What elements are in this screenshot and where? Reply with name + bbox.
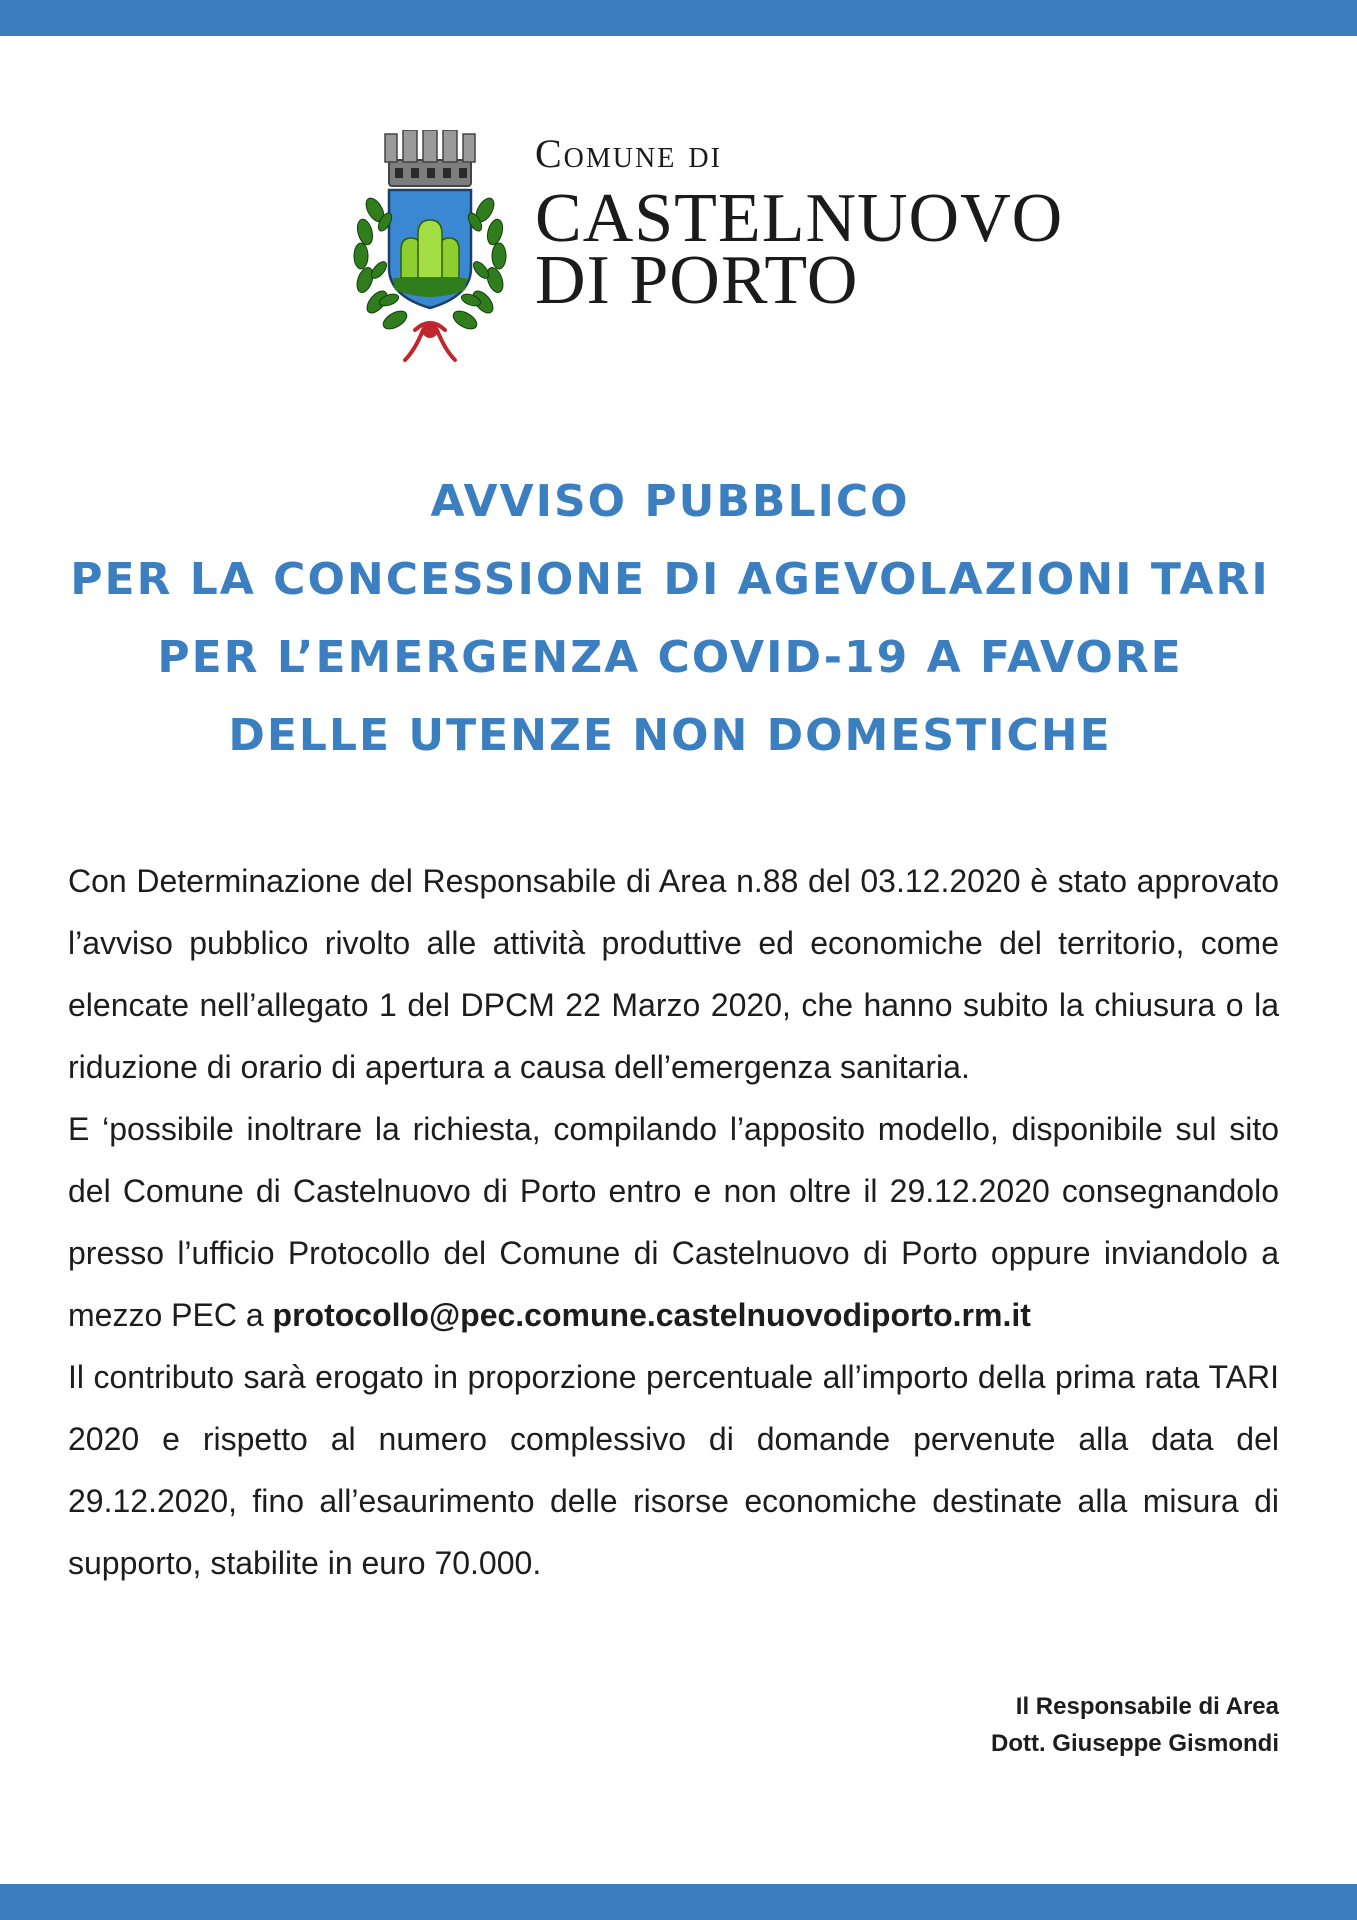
coat-of-arms-icon (345, 130, 515, 366)
bottom-color-band (0, 1884, 1357, 1920)
municipality-header (345, 130, 1085, 370)
body-paragraph-1: Con Determinazione del Responsabile di Area n.88 del 03.12.2020 è stato approvato l’avviso pubblico rivolto alle attività produttive ed economiche del territorio, come elencate nell’allegato 1 del DPCM 22 Marzo 2020, che hanno subito la chiusura o la riduzione di orario di apertura a causa dell’emergenza sanitaria. (68, 863, 1279, 1085)
body-paragraph-2 (68, 1098, 1279, 1346)
municipality-town-line1: CASTELNUOVO (535, 180, 1064, 257)
signature-block (991, 1688, 1279, 1762)
municipality-town-line2: DI PORTO (535, 242, 859, 319)
notice-body (68, 850, 1279, 1594)
top-color-band (0, 0, 1357, 36)
signature-role: Il Responsabile di Area (1015, 1693, 1279, 1720)
body-paragraph-2-text: E ‘possibile inoltrare la richiesta, compilando l’apposito modello, disponibile sul sito del Comune di Castelnuovo di Porto entro e non oltre il 29.12.2020 consegnandolo presso l’ufficio Protocollo del Comune di Castelnuovo di Porto oppure inviandolo a mezzo PEC a (68, 1111, 1279, 1333)
title-line: PER L’EMERGENZA COVID-19 A FAVORE (157, 632, 1183, 683)
title-line: PER LA CONCESSIONE DI AGEVOLAZIONI TARI (70, 554, 1270, 605)
municipality-name (535, 130, 1095, 319)
title-line: AVVISO PUBBLICO (430, 476, 910, 527)
title-line: DELLE UTENZE NON DOMESTICHE (228, 710, 1112, 761)
crown-icon (385, 130, 475, 186)
body-paragraph-3: Il contributo sarà erogato in proporzione percentuale all’importo della prima rata TARI 2020 e rispetto al numero complessivo di domande pervenute alla data del 29.12.2020, fino all’esaurimento delle risorse economiche destinate alla misura di supporto, stabilite in euro 70.000. (68, 1359, 1279, 1581)
notice-title (60, 463, 1280, 775)
pec-email-address: protocollo@pec.comune.castelnuovodiporto.rm.it (272, 1297, 1031, 1333)
signature-name: Dott. Giuseppe Gismondi (990, 1730, 1279, 1757)
municipality-prefix: Comune di (535, 131, 722, 176)
